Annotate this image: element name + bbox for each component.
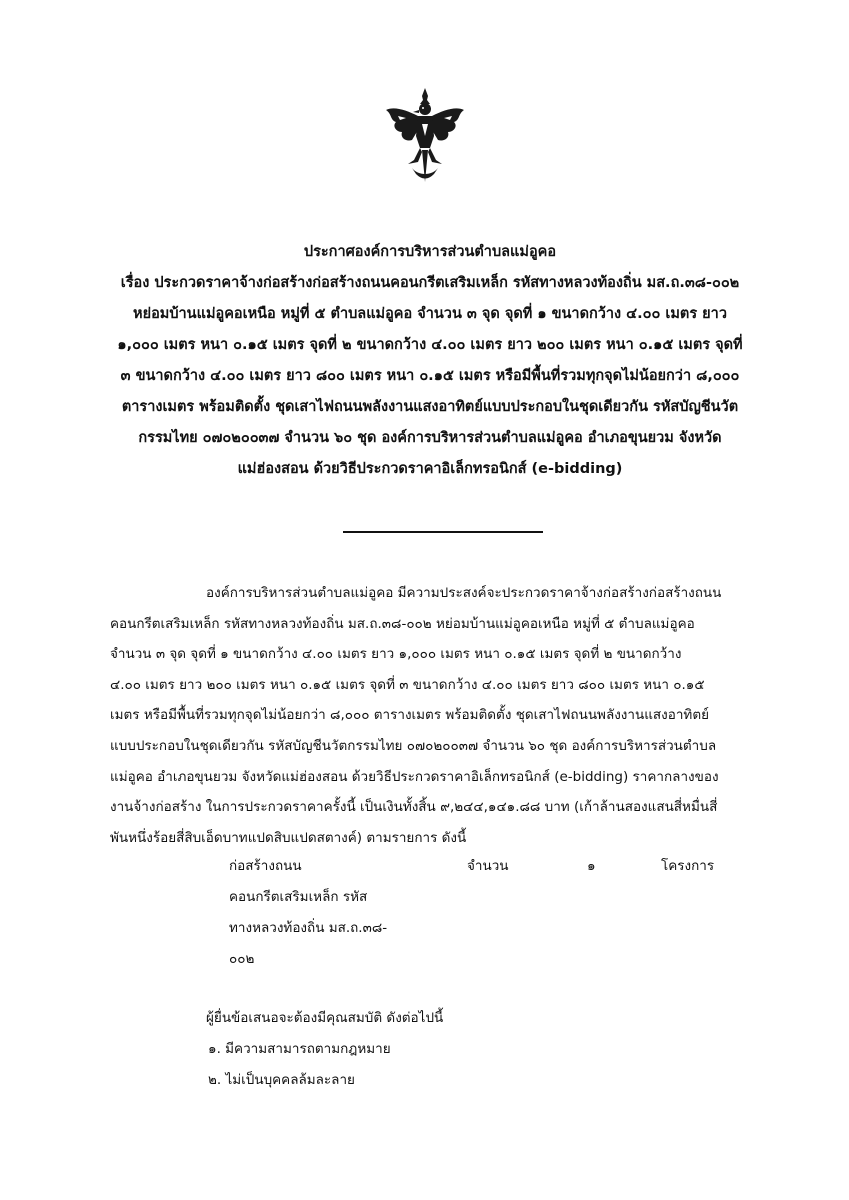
body-line: แม่อูคอ อำเภอขุนยวม จังหวัดแม่ฮ่องสอน ด้วยวิธีประกวดราคาอิเล็กทรอนิกส์ (e-bidding) ราคากลางของ	[110, 768, 719, 785]
item-name-line: ก่อสร้างถนน	[229, 858, 302, 874]
qualifications-intro: ผู้ยื่นข้อเสนอจะต้องมีคุณสมบัติ ดังต่อไปนี้	[206, 1010, 444, 1026]
qualifications-section	[206, 1003, 606, 1096]
section-divider	[343, 531, 543, 533]
qualification-item: ๑. มีความสามารถตามกฎหมาย	[208, 1041, 391, 1057]
item-name-line: ๐๐๒	[229, 951, 255, 967]
item-unit: โครงการ	[661, 858, 715, 874]
item-list	[229, 851, 749, 975]
item-qty-label: จำนวน	[467, 858, 509, 874]
item-row	[229, 851, 749, 882]
body-line: แบบประกอบในชุดเดียวกัน รหัสบัญชีนวัตกรรมไทย ๐๗๐๒๐๐๓๗ จำนวน ๖๐ ชุด องค์การบริหารส่วนตำบล	[110, 737, 717, 754]
announcement-body	[110, 578, 760, 853]
subject-line: ตารางเมตร พร้อมติดตั้ง ชุดเสาไฟถนนพลังงานแสงอาทิตย์แบบประกอบในชุดเดียวกัน รหัสบัญชีนวัต	[121, 399, 739, 415]
body-line: องค์การบริหารส่วนตำบลแม่อูคอ มีความประสงค์จะประกวดราคาจ้างก่อสร้างก่อสร้างถนน	[206, 585, 722, 601]
body-line: เมตร หรือมีพื้นที่รวมทุกจุดไม่น้อยกว่า ๘,๐๐๐ ตารางเมตร พร้อมติดตั้ง ชุดเสาไฟถนนพลังงานแสงอาทิตย์	[110, 707, 710, 724]
body-line: คอนกรีตเสริมเหล็ก รหัสทางหลวงท้องถิ่น มส.ถ.๓๘-๐๐๒ หย่อมบ้านแม่อูคอเหนือ หมู่ที่ ๕ ตำบลแม่อูคอ	[110, 615, 695, 632]
subject-line: ๓ ขนาดกว้าง ๔.๐๐ เมตร ยาว ๘๐๐ เมตร หนา ๐.๑๕ เมตร หรือมีพื้นที่รวมทุกจุดไม่น้อยกว่า ๘,๐๐๐	[120, 368, 740, 384]
body-line: พันหนึ่งร้อยสี่สิบเอ็ดบาทแปดสิบแปดสตางค์) ตามรายการ ดังนี้	[110, 829, 467, 846]
body-line: งานจ้างก่อสร้าง ในการประกวดราคาครั้งนี้ เป็นเงินทั้งสิ้น ๙,๒๔๔,๑๔๑.๘๘ บาท (เก้าล้านสองแสนสี่หมื่นสี่	[110, 799, 718, 816]
body-line: ๔.๐๐ เมตร ยาว ๒๐๐ เมตร หนา ๐.๑๕ เมตร จุดที่ ๓ ขนาดกว้าง ๔.๐๐ เมตร ยาว ๘๐๐ เมตร หนา ๐.๑๕	[110, 676, 705, 693]
item-name-line: ทางหลวงท้องถิ่น มส.ถ.๓๘-	[229, 920, 388, 936]
subject-line: กรรมไทย ๐๗๐๒๐๐๓๗ จำนวน ๖๐ ชุด องค์การบริหารส่วนตำบลแม่อูคอ อำเภอขุนยวม จังหวัด	[138, 430, 722, 446]
announcement-title: ประกาศองค์การบริหารส่วนตำบลแม่อูคอ	[303, 244, 557, 260]
item-qty-value: ๑	[587, 858, 596, 874]
body-line: จำนวน ๓ จุด จุดที่ ๑ ขนาดกว้าง ๔.๐๐ เมตร ยาว ๑,๐๐๐ เมตร หนา ๐.๑๕ เมตร จุดที่ ๒ ขนาดกว้าง	[110, 646, 682, 663]
subject-line: เรื่อง ประกวดราคาจ้างก่อสร้างก่อสร้างถนนคอนกรีตเสริมเหล็ก รหัสทางหลวงท้องถิ่น มส.ถ.๓๘-๐๐๒	[120, 275, 740, 291]
subject-line: หย่อมบ้านแม่อูคอเหนือ หมู่ที่ ๕ ตำบลแม่อูคอ จำนวน ๓ จุด จุดที่ ๑ ขนาดกว้าง ๔.๐๐ เมตร ยาว	[133, 306, 727, 322]
qualification-item: ๒. ไม่เป็นบุคคลล้มละลาย	[208, 1072, 355, 1088]
item-name-line: คอนกรีตเสริมเหล็ก รหัส	[229, 889, 368, 905]
garuda-emblem-icon	[384, 86, 466, 186]
subject-line: ๑,๐๐๐ เมตร หนา ๐.๑๕ เมตร จุดที่ ๒ ขนาดกว้าง ๔.๐๐ เมตร ยาว ๒๐๐ เมตร หนา ๐.๑๕ เมตร จุดที่	[117, 337, 743, 353]
subject-line: แม่ฮ่องสอน ด้วยวิธีประกวดราคาอิเล็กทรอนิกส์ (e-bidding)	[237, 461, 623, 477]
announcement-header	[110, 237, 750, 485]
